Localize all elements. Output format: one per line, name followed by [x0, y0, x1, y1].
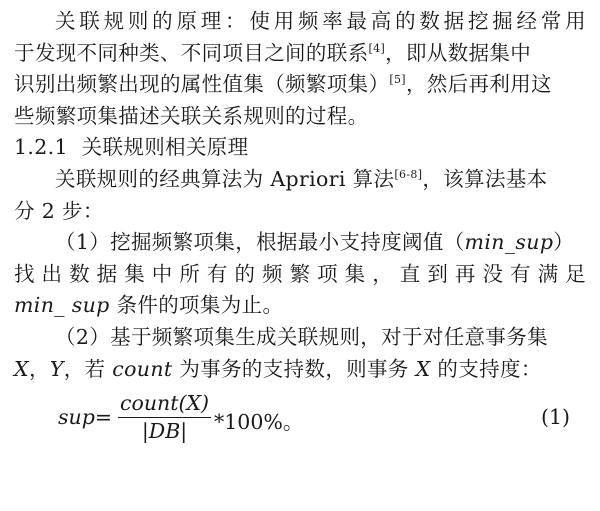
- formula-denominator: |DB|: [141, 419, 188, 444]
- paragraph2-line1: [14, 164, 586, 196]
- section-title: 关联规则相关原理: [81, 135, 249, 160]
- text: ，即从数据集中: [385, 40, 532, 65]
- formula-support: [14, 391, 586, 447]
- variable-min-sup: min_ sup: [14, 293, 110, 318]
- text: ，: [28, 356, 50, 381]
- text: ，该算法基本: [422, 166, 548, 191]
- step1-line1: [14, 227, 586, 259]
- citation-5: [5]: [389, 73, 406, 87]
- variable-min-sup: min_sup: [464, 230, 554, 255]
- formula-numerator: count(X): [118, 391, 211, 418]
- text: 分 2 步：: [14, 198, 104, 223]
- text: 的支持度：: [430, 356, 542, 381]
- formula-rhs: *100%。: [214, 410, 304, 435]
- formula-fraction: [118, 391, 211, 445]
- section-number: 1.2.1: [14, 135, 68, 160]
- text: ，若: [63, 356, 113, 381]
- variable-x: X: [14, 356, 29, 381]
- text: 些频繁项集描述关联关系规则的过程。: [14, 103, 369, 128]
- paragraph1-line2: [14, 38, 586, 70]
- paragraph1-line1: [14, 6, 586, 38]
- text: 关联规则的经典算法为 Apriori 算法: [55, 166, 395, 191]
- text: 关联规则的原理：使用频率最高的数据挖掘经常用: [55, 9, 586, 33]
- text: ）: [553, 230, 575, 255]
- formula-lhs: sup=: [58, 405, 113, 430]
- step1-line2: [14, 259, 586, 291]
- citation-6-8: [6-8]: [394, 168, 423, 182]
- citation-4: [4]: [368, 41, 386, 55]
- equation-number: (1): [540, 405, 570, 430]
- variable-y: Y: [49, 356, 64, 381]
- text: 为事务的支持数，则事务: [172, 356, 416, 381]
- section-heading: [14, 132, 586, 164]
- text: 识别出频繁出现的属性值集（频繁项集）: [14, 72, 390, 97]
- text: （2）基于频繁项集生成关联规则，对于对任意事务集: [55, 324, 548, 349]
- text: 条件的项集为止。: [109, 293, 284, 318]
- variable-x: X: [415, 356, 431, 381]
- paragraph1-line3: [14, 69, 586, 101]
- text: （1）挖掘频繁项集，根据最小支持度阈值（: [55, 230, 465, 255]
- step2-line1: [14, 322, 586, 354]
- variable-count: count: [112, 356, 173, 381]
- text: 于发现不同种类、不同项目之间的联系: [14, 40, 369, 65]
- text: 找出数据集中所有的频繁项集，直到再没有满足: [14, 261, 586, 286]
- step2-line2: [14, 354, 586, 386]
- paragraph1-line4: [14, 101, 586, 133]
- paragraph2-line2: [14, 196, 586, 228]
- text: ，然后再利用这: [405, 72, 552, 97]
- step1-line3: [14, 290, 586, 322]
